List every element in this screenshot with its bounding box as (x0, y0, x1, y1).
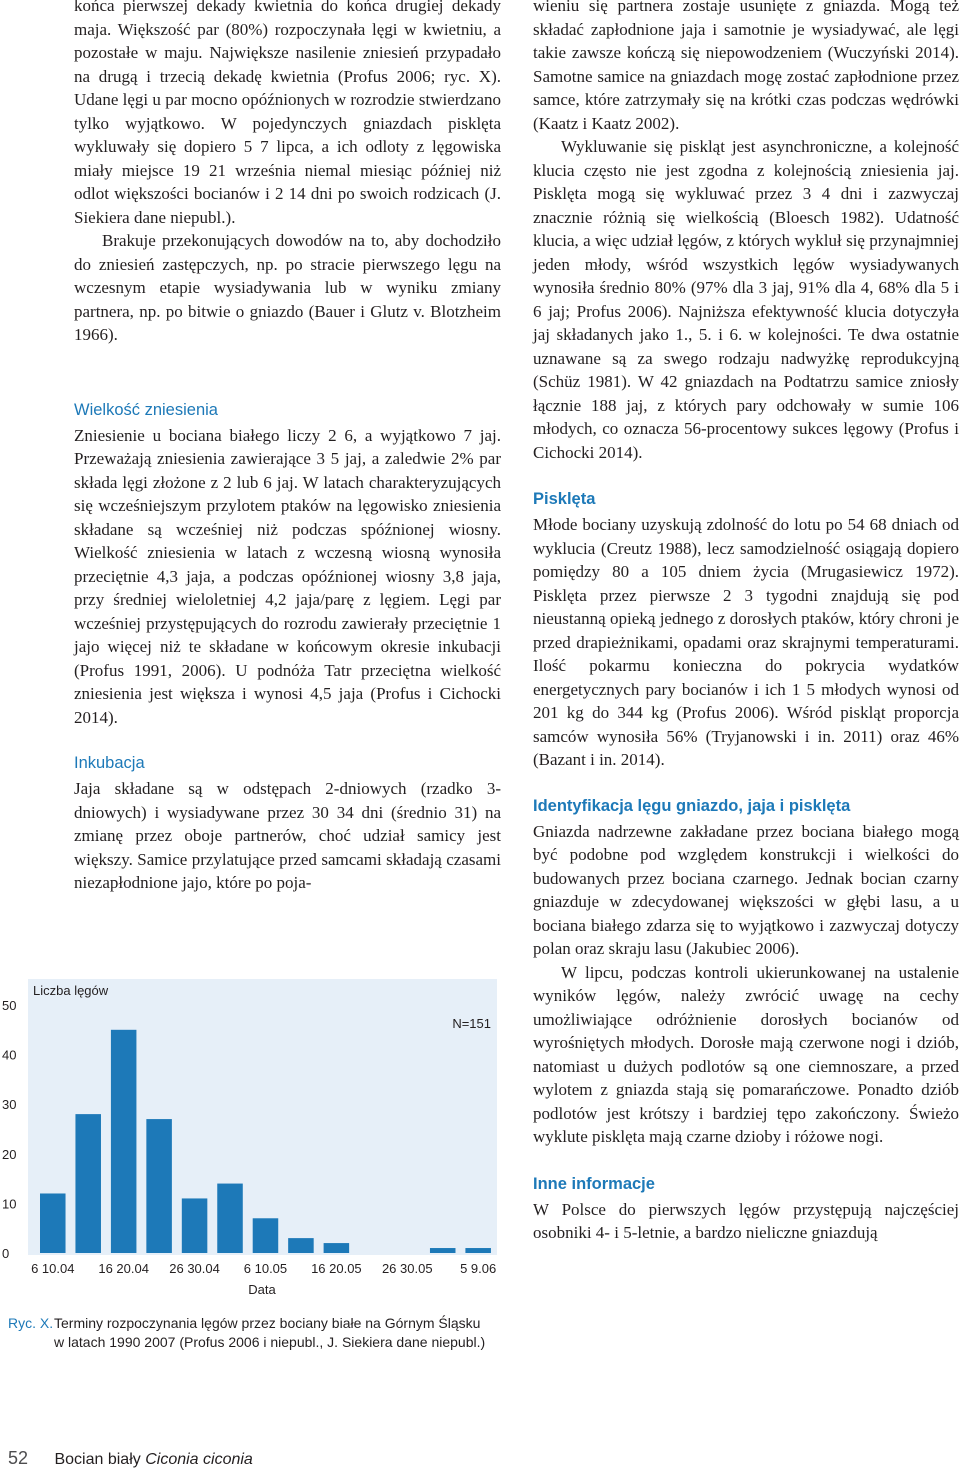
bar (40, 1193, 66, 1253)
left-column (74, 0, 501, 895)
page-number: 52 (8, 1448, 29, 1468)
caption-text: Terminy rozpoczynania lęgów przez bociany białe na Górnym Śląsku w latach 1990 2007 (Profus 2006 i niepubl., J. Siekiera dane niepubl.) (54, 1315, 486, 1350)
x-tick-label: 16 20.04 (98, 1261, 149, 1276)
y-tick-label: 10 (2, 1196, 17, 1212)
paragraph-breeding-dates: końca pierwszej dekady kwietnia do końca drugiej dekady maja. Większość par (80%) rozpoczynała lęgi w kwietniu, a pozostałe w maju. Największe nasilenie zniesień przypadało na drugą i trzecią dekadę kwietnia (Profus 2006; ryc. X). Udane lęgi u par mocno opóźnionych w rozrodzie stwierdzano tylko wyjątkowo. W pojedynczych gniazdach pisklęta wykluwały się dopiero 5 7 lipca, a ich odloty z lęgowiska miały miejsce 19 21 września niemal miesiąc później niż odlot większości bocianów i 2 14 dni po swoich rodzicach (J. Siekiera dane niepubl.). (74, 0, 501, 227)
x-tick-label: 26 30.05 (381, 1261, 433, 1276)
paragraph-adults-vs-young: W lipcu, podczas kontroli ukierunkowanej na ustalenie wyników lęgów, należy zwrócić uwagę na cechy umożliwiające odróżnienie dorosłych bocianów od wyrośniętych młodych. Dorosłe mają czerwone nogi i dziób, natomiast u dużych podlotów są one ciemnoszare, a przed wylotem z gniazda stają się pomarańczowe. Ponadto dziób podlotów jest krótszy i bardziej tępo zakończony. Świeżo wyklute pisklęta mają czarne dzioby i różowe nogi. (533, 962, 959, 1146)
x-axis-ticks (31, 1261, 496, 1276)
heading-other-info: Inne informacje (533, 1174, 655, 1193)
paragraph-clutch-size: Zniesienie u bociana białego liczy 2 6, a wyjątkowo 7 jaj. Przeważają zniesienia zawierające 3 5 jaj, a zaledwie 2% par składa lęgi złożone z 2 lub 6 jaj. W latach charakteryzujących się wcześniejszym przylotem ptaków na lęgowisko zniesienia składane są wcześniej niż podczas spóźnionej wiosny. Wielkość zniesienia w latach z wczesną wiosną wynosiła przeciętnie 4,3 jaja, a podczas opóźnionej wiosny 3,8 jaja, przy średniej wieloletniej 4,2 jaja/parę z lęgiem. Lęgi par wcześniej przystępujących do rozrodu zawierały przeciętnie 1 jajo więcej niż te składane w końcowym okresie inkubacji (Profus 1991, 2006). U podnóża Tatr przeciętna wielkość zniesienia jest większa i wynosi 4,5 jaja (Profus i Cichocki 2014). (74, 425, 501, 727)
paragraph-unfertilized-eggs: wieniu się partnera zostaje usunięte z gniazda. Mogą też składać zapłodnione jaja i samotnie je wysiadywać, ale lęgi takie zawsze kończą się niepowodzeniem (Wuczyński 2014). Samotne samice na gniazdach mogę zostać zapłodnione przez samce, które zatrzymały się na krótki czas podczas wędrówki (Kaatz i Kaatz 2002). (533, 0, 959, 133)
y-tick-label: 50 (2, 998, 17, 1013)
laying-dates-chart (0, 975, 500, 1305)
page-footer (8, 1448, 253, 1469)
x-tick-label: 16 20.05 (311, 1261, 362, 1276)
x-tick-label: 6 10.04 (31, 1261, 75, 1276)
y-axis-ticks (2, 998, 16, 1261)
y-tick-label: 20 (2, 1146, 17, 1162)
paragraph-hatching: Wykluwanie się piskląt jest asynchroniczne, a kolejność klucia często nie jest zgodna z kolejnością zniesienia jaj. Pisklęta mogą się wykluwać przez 3 4 dni i zazwyczaj znacznie różnią się wielkością (Bloesch 1982). Udatność klucia, a więc udział lęgów, z których wykluł się przynajmniej jeden młody, wśród wszystkich lęgów wysiadywanych wynosiła średnio 80% (97% dla 3 jaj, 91% dla 4, 68% dla 5 i 6 jaj; Profus 2006). Najniższa efektywność klucia dotyczyła jaj składanych jako 1., 5. i 6. w kolejności. Te dwa ostatnie uznawane są za swego rodzaju nadwyżkę reprodukcyjną (Schüz 1981). W 42 gniazdach na Podtatrzu samice zniosły łącznie 188 jaj, z których pary odchowały w sumie 106 młodych, co oznacza 56-procentowy sukces lęgowy (Profus i Cichocki 2014). (533, 137, 959, 462)
paragraph-other-info: W Polsce do pierwszych lęgów przystępują najczęściej osobniki 4- i 5-letnie, a bardzo nieliczne gniazdują (533, 1199, 959, 1242)
bar (253, 1218, 279, 1253)
bar (324, 1243, 350, 1253)
bar (465, 1248, 491, 1253)
bar (288, 1238, 314, 1253)
paragraph-nest-identification: Gniazda nadrzewne zakładane przez bociana białego mogą być podobne pod względem konstrukcji i wielkości do budowanych przez bociana czarnego. Jednak bocian czarny gniazduje w zdecydowanej większości w głębi lasu, a u bociana białego zdarza się to wyjątkowo i zazwyczaj dotyczy polan oraz skraju lasu (Jakubiec 2006). (533, 821, 959, 958)
sample-size-annotation: N=151 (452, 1016, 491, 1031)
caption-label: Ryc. X. (8, 1315, 54, 1331)
footer-latin-name: Ciconia ciconia (145, 1451, 253, 1468)
y-tick-label: 30 (2, 1097, 17, 1113)
x-axis-label: Data (248, 1282, 276, 1297)
x-tick-label: 26 30.04 (169, 1261, 220, 1276)
x-tick-label: 5 9.06 (460, 1261, 497, 1276)
bar (75, 1114, 101, 1253)
figure-caption (8, 1314, 488, 1352)
paragraph-replacement-clutches: Brakuje przekonujących dowodów na to, aby dochodziło do zniesień zastępczych, np. po stracie pierwszego lęgu na wczesnym etapie wysiadywania lub w wyniku zmiany partnera, np. po bitwie o gniazdo (Bauer i Glutz v. Blotzheim 1966). (74, 231, 501, 344)
footer-title: Bocian biały (54, 1451, 141, 1468)
heading-chicks: Pisklęta (533, 490, 596, 508)
bar (146, 1119, 172, 1253)
heading-clutch-size: Wielkość zniesienia (74, 400, 218, 419)
paragraph-incubation: Jaja składane są w odstępach 2-dniowych (rzadko 3-dniowych) i wysiadywane przez 30 34 dni (średnio 31) na zmianę przez oboje partnerów, choć udział samicy jest większy. Samice przylatujące przed samcami składają czasami niezapłodnione jajo, które po poja- (74, 779, 501, 892)
heading-identification: Identyfikacja lęgu gniazdo, jaja i pisklęta (533, 796, 851, 815)
y-axis-label: Liczba lęgów (33, 983, 109, 998)
bar (430, 1248, 456, 1253)
bar (217, 1184, 243, 1253)
right-column (533, 0, 959, 1245)
bar (182, 1198, 208, 1253)
x-tick-label: 6 10.05 (243, 1261, 288, 1276)
y-tick-label: 40 (2, 1047, 17, 1063)
y-tick-label: 0 (2, 1246, 10, 1261)
bar (111, 1030, 137, 1253)
paragraph-chicks: Młode bociany uzyskują zdolność do lotu po 54 68 dniach od wyklucia (Creutz 1988), lecz samodzielność osiągają dopiero pomiędzy 80 a 105 dniem życia (Mrugasiewicz 1972). Pisklęta przez pierwsze 2 3 tygodni znajdują się pod nieustanną opieką jednego z dorosłych ptaków, który chroni je przed drapieżnikami, opadami oraz skrajnymi temperaturami. Ilość pokarmu konieczna do pokrycia wydatków energetycznych pary bocianów i ich 1 5 młodych wynosi od 201 kg do 344 kg (Profus 2006). Wśród piskląt proporcja samców wynosiła 56% (Tryjanowski i in. 2011) oraz 46% (Bazant i in. 2014). (533, 515, 959, 769)
heading-incubation: Inkubacja (74, 754, 145, 772)
